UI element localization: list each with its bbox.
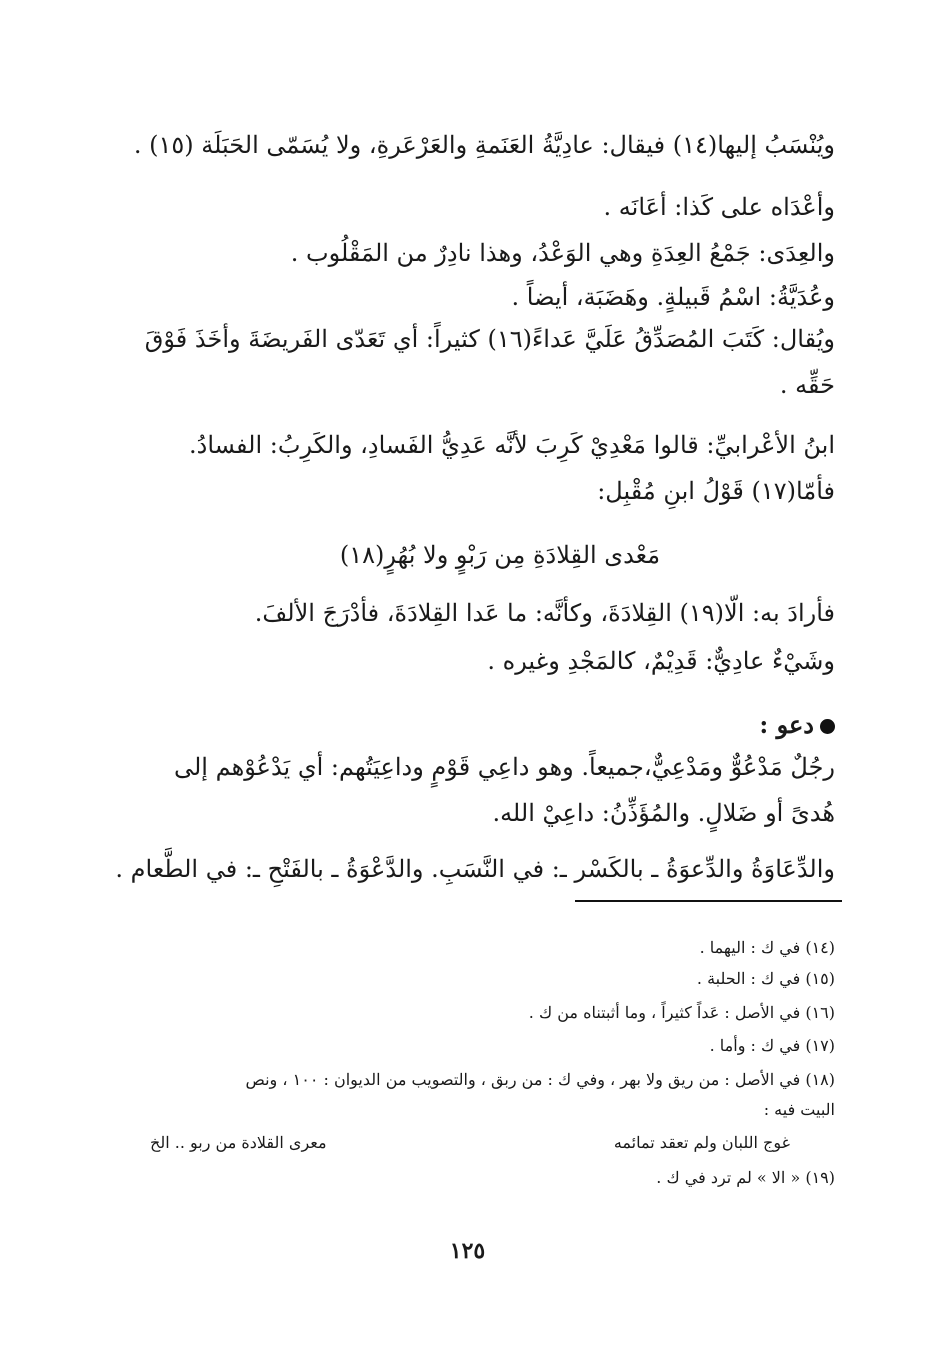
footnote-17: (١٧) في ك : وأما . [709,1036,835,1055]
footnote-verse-second-hemistich: معرى القلادة من ربو .. الخ [150,1133,327,1152]
body-line-5: ويُقال: كَتَبَ المُصَدِّقُ عَلَيَّ عَداءً(١٦) كثيراً: أي تَعَدّى الفَريضَةَ وأخَذَ فَوْقَ [144,325,835,353]
footnote-18-continued: البيت فيه : [763,1100,835,1119]
footnote-divider [575,900,842,902]
footnote-verse [150,1131,790,1155]
body-line-4: وعُدَيَّةُ: اسْمُ قَبيلةٍ. وهَضَبَة، أيضاً . [511,283,835,311]
footnote-15: (١٥) في ك : الحلبة . [696,969,835,988]
body-line-8: فأمّا(١٧) قَوْلُ ابنِ مُقْبِل: [597,477,835,505]
section-line-2: هُدىً أو ضَلالٍ. والمُؤَذِّنُ: داعِيْ الله. [492,799,835,827]
footnote-14: (١٤) في ك : اليهما . [699,938,835,957]
quoted-verse: مَعْدى القِلادَةِ مِن رَبْوٍ ولا بُهُرٍ(١٨) [339,541,661,569]
body-line-6: حَقِّه . [779,371,835,399]
body-line-2: وأعْدَاه على كَذا: أعَانَه . [603,193,835,221]
footnote-16: (١٦) في الأصل : عَداً كثيراً ، وما أثبتناه من ك . [528,1003,835,1022]
page-number: ١٢٥ [449,1238,486,1264]
body-line-1: ويُنْسَبُ إليها(١٤) فيقال: عادِيَّةُ العَنَمةِ والعَرْعَرةِ، ولا يُسَمّى الحَبَلَة (١٥) . [133,131,835,159]
footnote-18: (١٨) في الأصل : من ريق ولا بهر ، وفي ك : من ربق ، والتصويب من الديوان : ١٠٠ ، ونص [245,1070,835,1089]
body-line-7: ابنُ الأعْرابيِّ: قالوا مَعْدِيْ كَرِبَ لأنَّه عَدِيُّ الفَسادِ، والكَرِبُ: الفسادُ. [189,431,835,459]
body-line-3: والعِدَى: جَمْعُ العِدَةِ وهي الوَعْدُ، وهذا نادِرٌ من المَقْلُوب . [290,239,835,267]
bullet-icon [820,719,835,734]
footnote-19: (١٩) « الا » لم ترد في ك . [656,1168,835,1187]
section-line-1: رجُلٌ مَدْعُوٌّ ومَدْعِيٌّ،جميعاً. وهو داعِي قَوْمٍ وداعِيَتُهم: أي يَدْعُوْهم إلى [173,753,835,781]
footnote-verse-first-hemistich: غوج اللبان ولم تعقد تمائمه [613,1133,790,1152]
body-line-9: فأرادَ به: الّا(١٩) القِلادَةَ، وكأنَّه: ما عَدا القِلادَةَ، فأدْرَجَ الألفَ. [254,599,835,627]
section-line-3: والدِّعَاوَةُ والدِّعوَةُ ـ بالكَسْر ـ: في النَّسَبِ. والدَّعْوَةُ ـ بالفَتْحِ ـ: في الطَّعام . [115,855,835,883]
section-heading-text: دعو : [759,710,814,739]
body-line-10: وشَيْءٌ عادِيٌّ: قَدِيْمٌ، كالمَجْدِ وغيره . [487,647,835,675]
section-heading [95,708,835,742]
